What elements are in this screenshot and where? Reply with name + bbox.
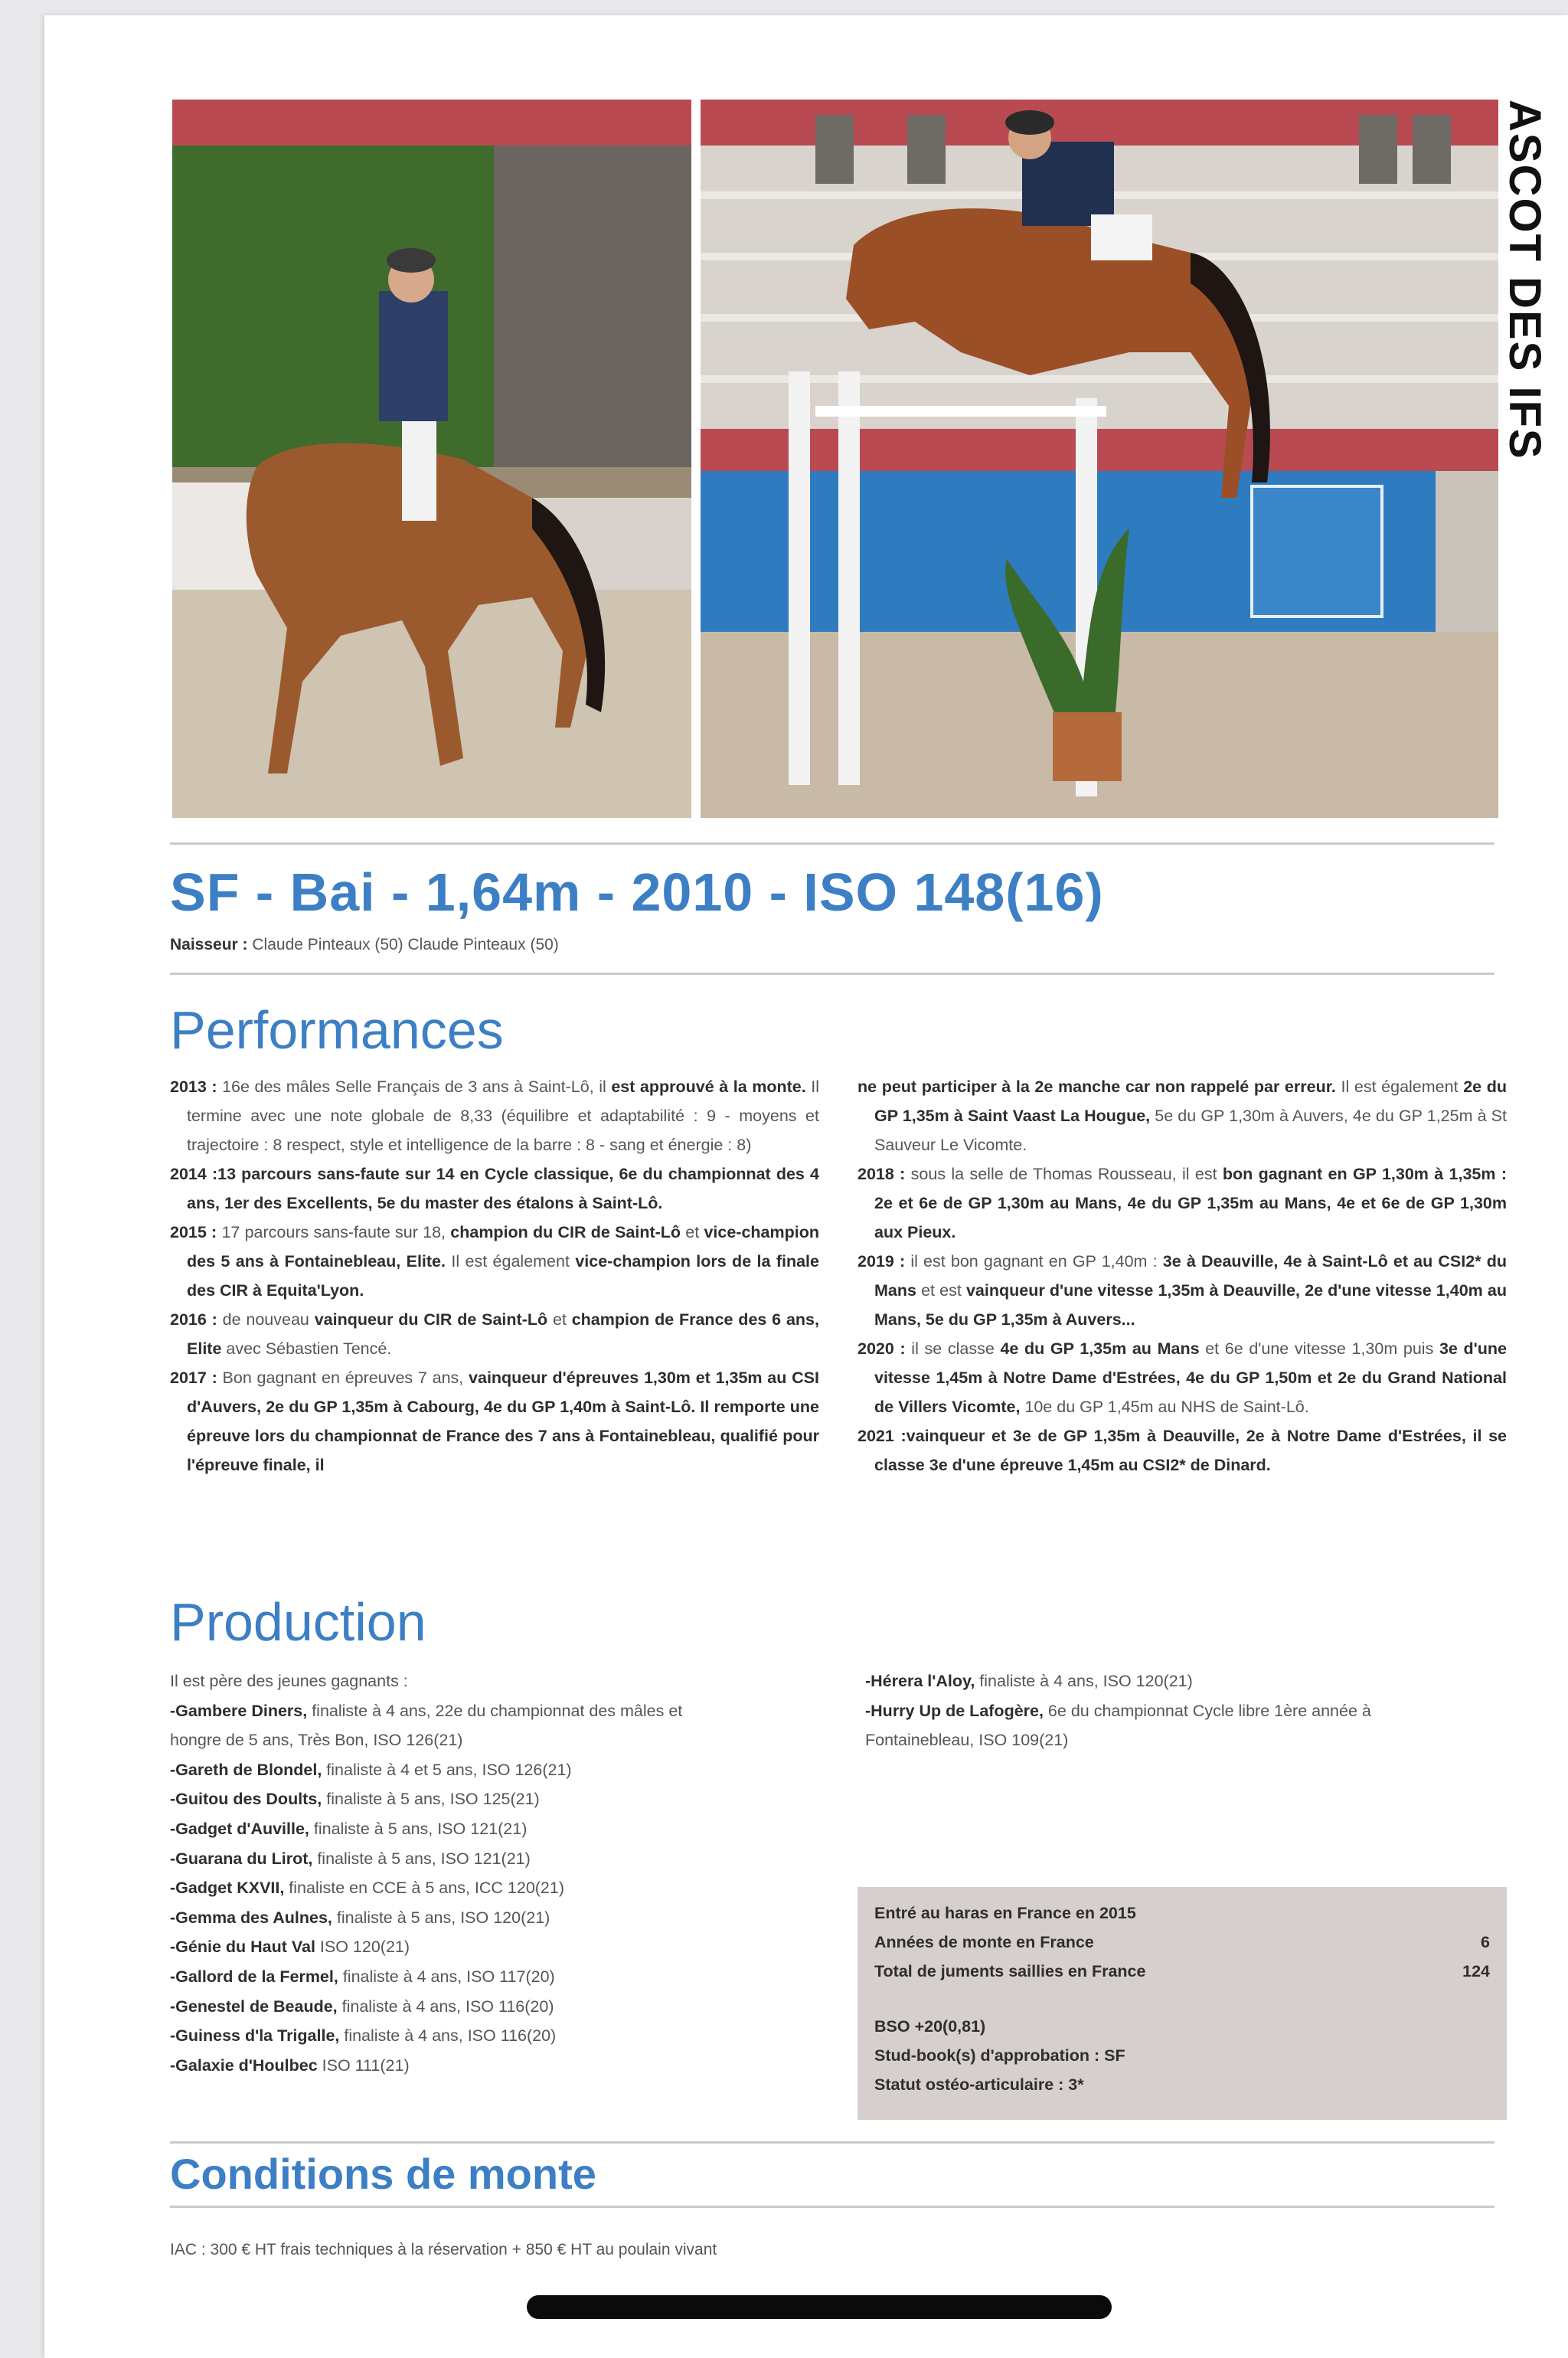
offspring-item [170,1784,828,1814]
info-row [874,1933,1490,1952]
performance-year: 2015 : [170,1223,217,1241]
performance-highlight: 3e d'une vitesse 1,45m à Notre Dame d'Estrées, 4e du GP 1,50m et 2e du Grand National de Villers Vicomte, [874,1339,1507,1416]
performance-highlight: ne peut participer à la 2e manche car non rappelé par erreur. [858,1078,1336,1096]
performance-highlight: 13 parcours sans-faute sur 14 en Cycle classique, 6e du championnat des 4 ans, 1er des Excellents, 5e du master des étalons à Saint-Lô. [187,1165,819,1212]
offspring-name: -Guitou des Doults, [170,1790,322,1809]
performance-highlight: 3e à Deauville, 4e à Saint-Lô et au CSI2* du Mans [874,1252,1508,1300]
offspring-name: -Guarana du Lirot, [170,1849,313,1868]
offspring-detail: finaliste à 5 ans, ISO 120(21) [332,1908,550,1927]
offspring-detail: finaliste à 4 ans, ISO 116(20) [337,1997,554,2016]
horse-name-title [1500,100,1550,559]
performance-text: et [681,1223,704,1241]
performance-text: avec Sébastien Tencé. [221,1339,392,1358]
performance-text: il est bon gagnant en GP 1,40m : [905,1252,1163,1271]
performance-text: Il est également [1335,1078,1464,1096]
offspring-item [865,1725,1508,1755]
performance-year: 2021 : [858,1427,906,1445]
performance-text: Il est également [445,1252,576,1271]
offspring-name: -Guiness d'la Trigalle, [170,2026,340,2046]
horse-jumping-photo [701,100,1498,818]
offspring-name: -Gemma des Aulnes, [170,1908,332,1927]
offspring-name: -Gareth de Blondel, [170,1760,322,1779]
offspring-detail: finaliste à 4 ans, ISO 117(20) [338,1967,555,1986]
performance-text: sous la selle de Thomas Rousseau, il est [905,1165,1223,1183]
performance-highlight: champion de France des 6 ans, Elite [187,1310,819,1358]
offspring-name: -Gallord de la Fermel, [170,1967,338,1986]
performance-text: il se classe [905,1339,1001,1358]
info-value: 124 [1462,1962,1490,1980]
offspring-name: -Hérera l'Aloy, [865,1672,975,1690]
performance-highlight: est approuvé à la monte. [611,1078,806,1096]
info-value: 6 [1481,1933,1490,1951]
production-intro: Il est père des jeunes gagnants : [170,1672,408,1690]
performance-text: 10e du GP 1,45m au NHS de Saint-Lô. [1020,1398,1309,1416]
performances-title: Performances [170,1000,504,1060]
offspring-item [170,1696,828,1726]
performance-text: Bon gagnant en épreuves 7 ans, [217,1369,469,1387]
horse-dressage-photo [172,100,691,818]
offspring-item [170,2021,828,2051]
divider [170,842,1494,845]
offspring-name: -Génie du Haut Val [170,1938,315,1957]
performance-highlight: vainqueur et 3e de GP 1,35m à Deauville, 2e à Notre Dame d'Estrées, il se classe 3e d'une épreuve 1,45m au CSI2* de Dinard. [874,1427,1507,1474]
info-row [874,1904,1490,1923]
performance-text: de nouveau [217,1310,315,1329]
performance-text: 5e du GP 1,30m à Auvers, 4e du GP 1,25m à St Sauveur Le Vicomte. [874,1107,1507,1154]
performance-year: 2018 : [858,1165,906,1183]
offspring-item [170,1814,828,1844]
offspring-item [170,1873,828,1903]
performance-entry [858,1159,1507,1247]
stud-info-box [858,1887,1507,2120]
performance-year: 2019 : [858,1252,906,1271]
performance-highlight: vainqueur d'une vitesse 1,35m à Deauville, 2e d'une vitesse 1,40m au Mans, 5e du GP 1,35m à Auvers... [874,1281,1507,1329]
offspring-item [865,1696,1508,1726]
performance-highlight: champion du CIR de Saint-Lô [450,1223,681,1241]
performance-text: Il termine avec une note globale de 8,33 (équilibre et adaptabilité : 9 - moyens et trajectoire : 8 respect, style et intelligence de la barre : 8 - sang et énergie : 8) [187,1078,819,1154]
offspring-detail: finaliste à 4 ans, ISO 120(21) [975,1672,1193,1690]
offspring-name: -Galaxie d'Houlbec [170,2055,318,2075]
breeder-line [170,936,559,954]
offspring-detail: hongre de 5 ans, Très Bon, ISO 126(21) [170,1731,463,1750]
performance-entry [858,1247,1507,1334]
performance-entry [858,1334,1507,1421]
offspring-item [170,1932,828,1962]
info-label: Entré au haras en France en 2015 [874,1904,1136,1922]
info-row [874,1962,1490,1981]
offspring-detail: finaliste à 4 et 5 ans, ISO 126(21) [322,1760,572,1779]
offspring-item [170,1725,828,1755]
offspring-detail: finaliste à 5 ans, ISO 121(21) [309,1819,528,1838]
conditions-title: Conditions de monte [170,2150,596,2198]
offspring-item [170,1992,828,2022]
performance-entry [858,1421,1507,1480]
performance-text: et est [916,1281,966,1300]
offspring-item [170,1962,828,1992]
performance-entry [170,1159,819,1218]
offspring-detail: finaliste en CCE à 5 ans, ICC 120(21) [284,1879,565,1898]
performance-text: 16e des mâles Selle Français de 3 ans à Saint-Lô, il [217,1078,612,1096]
performance-year: 2017 : [170,1369,217,1387]
offspring-detail: Fontainebleau, ISO 109(21) [865,1731,1069,1750]
performance-highlight: vice-champion des 5 ans à Fontainebleau, Elite. [187,1223,819,1271]
performance-highlight: vainqueur du CIR de Saint-Lô [314,1310,548,1329]
performance-year: 2016 : [170,1310,217,1329]
conditions-text: IAC : 300 € HT frais techniques à la réservation + 850 € HT au poulain vivant [170,2241,717,2258]
offspring-detail: finaliste à 4 ans, 22e du championnat des mâles et [307,1701,683,1720]
info-row [874,2017,1490,2036]
performance-highlight: 4e du GP 1,35m au Mans [1000,1339,1200,1358]
info-label: BSO +20(0,81) [874,2017,986,2036]
offspring-name: -Gadget KXVII, [170,1879,285,1898]
offspring-list-right [865,1666,1508,1755]
info-row [874,2046,1490,2065]
performance-text: et 6e d'une vitesse 1,30m puis [1199,1339,1439,1358]
performance-year: 2020 : [858,1339,906,1358]
performance-highlight: bon gagnant en GP 1,30m à 1,35m : 2e et 6e de GP 1,30m au Mans, 4e du GP 1,35m au Mans, 4e et 6e de GP 1,30m aux Pieux. [874,1165,1507,1241]
offspring-name: -Gadget d'Auville, [170,1819,309,1838]
offspring-list [170,1696,828,2081]
performance-year: 2014 : [170,1165,218,1183]
offspring-detail: finaliste à 4 ans, ISO 116(20) [339,2026,557,2046]
breeder-names: Claude Pinteaux (50) Claude Pinteaux (50) [252,936,559,953]
production-left-column [170,1666,828,2080]
home-indicator[interactable] [527,2295,1112,2319]
offspring-name: -Hurry Up de Lafogère, [865,1701,1044,1720]
performance-entry [858,1072,1507,1159]
performance-entry [170,1363,819,1480]
offspring-item [865,1666,1508,1696]
performance-entry [170,1218,819,1305]
offspring-item [170,1844,828,1874]
offspring-item [170,1755,828,1785]
offspring-item [170,1903,828,1933]
performance-highlight: 2e du GP 1,35m à Saint Vaast La Hougue, [874,1078,1507,1125]
offspring-detail: ISO 111(21) [317,2055,410,2075]
horse-name-text: ASCOT DES IFS [1500,100,1550,460]
performance-highlight: vainqueur d'épreuves 1,30m et 1,35m au CSI d'Auvers, 2e du GP 1,35m à Cabourg, 4e du GP 1,40m à Saint-Lô. Il remporte une épreuve lors du championnat de France des 7 ans à Fontainebleau, qualifié pour l'épreuve finale, il [187,1369,819,1474]
performance-year: 2013 : [170,1078,217,1096]
offspring-item [170,2051,828,2081]
performance-text: 17 parcours sans-faute sur 18, [217,1223,451,1241]
performance-highlight: vice-champion lors de la finale des CIR à Equita'Lyon. [187,1252,819,1300]
divider [170,973,1494,975]
production-title: Production [170,1592,426,1652]
info-row [874,2075,1490,2095]
performances-left-column [170,1072,819,1480]
info-label: Années de monte en France [874,1933,1094,1951]
divider [170,2206,1494,2208]
offspring-detail: finaliste à 5 ans, ISO 121(21) [312,1849,531,1868]
info-label: Total de juments saillies en France [874,1962,1146,1980]
horse-summary: SF - Bai - 1,64m - 2010 - ISO 148(16) [170,862,1104,922]
breeder-label: Naisseur : [170,936,248,953]
info-label: Statut ostéo-articulaire : 3* [874,2075,1084,2094]
offspring-detail: ISO 120(21) [315,1938,410,1957]
divider [170,2141,1494,2144]
offspring-detail: 6e du championnat Cycle libre 1ère année à [1043,1701,1371,1720]
info-label: Stud-book(s) d'approbation : SF [874,2046,1125,2065]
performance-entry [170,1305,819,1363]
performances-right-column [858,1072,1507,1480]
offspring-name: -Gambere Diners, [170,1701,308,1720]
performance-entry [170,1072,819,1159]
performance-text: et [547,1310,572,1329]
offspring-detail: finaliste à 5 ans, ISO 125(21) [322,1790,540,1809]
offspring-name: -Genestel de Beaude, [170,1997,338,2016]
